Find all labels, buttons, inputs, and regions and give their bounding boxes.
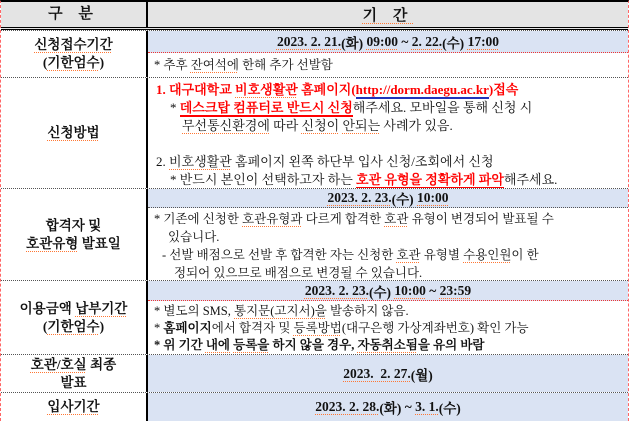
text-segment: 호관	[396, 248, 421, 262]
row-payment-period	[1, 280, 628, 354]
text-segment: 납부기간	[75, 300, 128, 316]
text-segment: )접속	[488, 82, 519, 97]
note-line	[154, 56, 333, 74]
text-segment: 자동취소됨	[357, 338, 418, 352]
announce-label-line1	[46, 217, 102, 235]
text-segment: 사례가 있음.	[380, 118, 453, 133]
method-line-blank	[156, 135, 620, 153]
announce-line-3	[154, 246, 622, 264]
announce-date	[148, 189, 628, 208]
movein-label	[1, 393, 148, 421]
text-segment: 발송하지 않음.	[326, 304, 409, 318]
text-segment: 기 간	[362, 8, 414, 24]
text-segment: ~	[404, 399, 416, 414]
text-segment: * 반드시 본인이 선택하고자 하는	[170, 172, 357, 187]
row-movein-period	[1, 392, 628, 421]
final-label-line1	[31, 356, 116, 374]
text-segment: 에서 합격자 및	[211, 321, 294, 335]
payment-notes	[148, 301, 628, 354]
text-segment: 2023. 2. 23.	[327, 190, 392, 205]
text-segment: 호관유형과	[242, 212, 303, 226]
text-segment: 호관/호실	[30, 356, 87, 372]
announce-label	[1, 189, 148, 280]
text-segment: 신청방법	[47, 125, 100, 141]
text-segment: (월)	[410, 367, 433, 383]
text-segment: ~	[397, 33, 412, 49]
text-segment: * 기존에 신청한	[154, 212, 243, 226]
table-header-row	[1, 2, 628, 30]
text-segment: (수)	[391, 192, 418, 207]
payment-label	[1, 281, 148, 354]
payment-line-2	[154, 320, 622, 337]
announce-line-2	[154, 228, 622, 246]
text-segment: 다르게 합격한	[302, 212, 385, 226]
method-line-2	[156, 99, 620, 117]
text-segment: (	[42, 318, 48, 334]
text-segment: 하지 않을 경우,	[269, 338, 358, 352]
text-segment: 홈페이지	[163, 321, 212, 335]
apply-method-label	[1, 78, 148, 188]
text-segment: (수)	[368, 284, 395, 300]
reception-label	[1, 31, 148, 77]
text-segment: 이용금액	[19, 300, 76, 316]
text-segment: - 선발 배점으로 선발 후 합격한 자는 신청한	[162, 248, 397, 262]
text-segment: )	[99, 318, 105, 334]
method-line-1	[156, 81, 620, 99]
text-segment: *	[170, 100, 180, 115]
payment-label-line1	[20, 300, 128, 318]
method-line-3	[156, 117, 620, 135]
text-segment: (수)	[438, 401, 461, 416]
text-segment: 17:00	[467, 33, 500, 49]
apply-method-notes	[148, 78, 628, 188]
text-segment: 수용인원	[463, 248, 512, 262]
method-line-5	[156, 171, 620, 188]
text-segment: *	[154, 321, 164, 335]
final-date	[148, 355, 628, 392]
announce-line-4	[154, 264, 622, 280]
payment-line-1	[154, 303, 622, 320]
text-segment: 해주세요.	[503, 172, 558, 187]
text-segment: (화)	[341, 35, 367, 51]
text-segment: (	[42, 55, 48, 70]
text-segment: )	[99, 55, 105, 70]
text-segment: 2023. 2. 23.	[304, 282, 369, 298]
payment-label-line2	[43, 318, 104, 336]
text-segment: 호관	[384, 212, 409, 226]
text-segment: 유형별	[420, 248, 464, 262]
text-segment: 2023. 2. 21.	[276, 33, 342, 49]
text-segment: 을 유의 바람	[417, 338, 485, 352]
text-segment: * 위 기간	[154, 338, 206, 352]
text-segment: * 추후	[154, 58, 191, 72]
payment-line-3	[154, 337, 622, 354]
text-segment: 최종	[86, 356, 117, 372]
final-label	[1, 355, 148, 392]
text-segment: (화)	[379, 401, 405, 416]
text-segment: 입사기간	[47, 399, 100, 415]
text-segment: 2023. 2. 28.	[315, 399, 380, 414]
text-segment: 기한엄수	[47, 318, 100, 334]
text-segment: 기한엄수	[47, 55, 100, 70]
final-label-line2	[60, 374, 86, 392]
reception-note	[148, 53, 628, 77]
text-segment: 따라	[269, 118, 302, 133]
row-final-announcement	[1, 354, 628, 392]
text-segment: 2.	[156, 154, 169, 169]
announce-label-line2	[26, 235, 121, 253]
text-segment: 홈페이지(	[297, 82, 356, 97]
text-segment: 한해 추가 선발함	[238, 58, 333, 72]
text-segment: 유형이 변경되어 발표될 수	[408, 212, 554, 226]
reception-label-line1	[34, 36, 112, 54]
text-segment: 등록을	[233, 338, 270, 352]
row-reception-period	[1, 30, 628, 77]
text-segment: 발표	[60, 374, 87, 390]
text-segment: 내에	[205, 338, 231, 352]
text-segment: 호관유형	[26, 235, 79, 251]
text-segment: 신청이	[301, 118, 340, 133]
text-segment: 해주세요. 모바일을 통해 신청 시	[352, 100, 533, 115]
text-segment: 있습니다.	[168, 230, 220, 244]
method-line-4	[156, 153, 620, 171]
text-segment: 3. 1.	[415, 399, 439, 414]
text-segment: 09:00	[366, 33, 398, 49]
header-cell-period	[148, 2, 628, 27]
text-segment: (대구은행 가상계좌번호) 확인 가능	[341, 321, 529, 335]
reception-date	[148, 31, 628, 53]
payment-date	[148, 281, 628, 301]
text-segment: * 별도의 SMS,	[154, 304, 234, 318]
text-segment: 2023. 2. 27.	[343, 365, 411, 381]
dorm-homepage-url[interactable]: http://dorm.daegu.ac.kr	[355, 82, 489, 97]
text-segment: 신청접수기간	[34, 37, 113, 52]
text-segment: 2. 22.	[411, 33, 443, 49]
text-segment: 비호생활관	[169, 154, 232, 169]
text-segment: 호관 유형을 정확하게 파악	[356, 172, 504, 187]
text-segment: 10:00	[417, 190, 449, 205]
movein-date	[148, 393, 628, 421]
text-segment: 합격자 및	[45, 217, 102, 233]
row-result-announcement	[1, 188, 628, 280]
text-segment: 잔여석에	[190, 58, 239, 72]
row-apply-method	[1, 77, 628, 188]
announce-notes	[148, 208, 628, 280]
header-cell-category: 구 분	[1, 2, 148, 27]
text-segment: 통지문(고지서)을	[234, 304, 327, 318]
text-segment: ~	[425, 282, 440, 298]
text-segment: 이 한	[511, 248, 539, 262]
text-segment: 10:00	[394, 282, 426, 298]
text-segment: 무선통신환경에	[182, 118, 270, 133]
text-segment: 홈페이지 왼쪽 하단부 입사 신청/조회에서 신청	[231, 154, 494, 169]
reception-label-line2	[43, 54, 104, 72]
text-segment: 등록방법	[293, 321, 342, 335]
text-segment: 안되는	[342, 118, 381, 133]
announce-line-1	[154, 210, 622, 228]
text-segment: 데스크탑 컴퓨터로 반드시 신청	[179, 100, 353, 115]
text-segment: 정되어 있으므로 배점으로 변경될 수 있습니다.	[174, 266, 423, 280]
text-segment: 비호생활관	[235, 82, 298, 97]
text-segment: 발표일	[78, 235, 121, 251]
text-segment: 23:59	[439, 282, 472, 298]
text-segment: (수)	[442, 35, 468, 51]
text-segment: 1. 대구대학교	[156, 82, 236, 97]
